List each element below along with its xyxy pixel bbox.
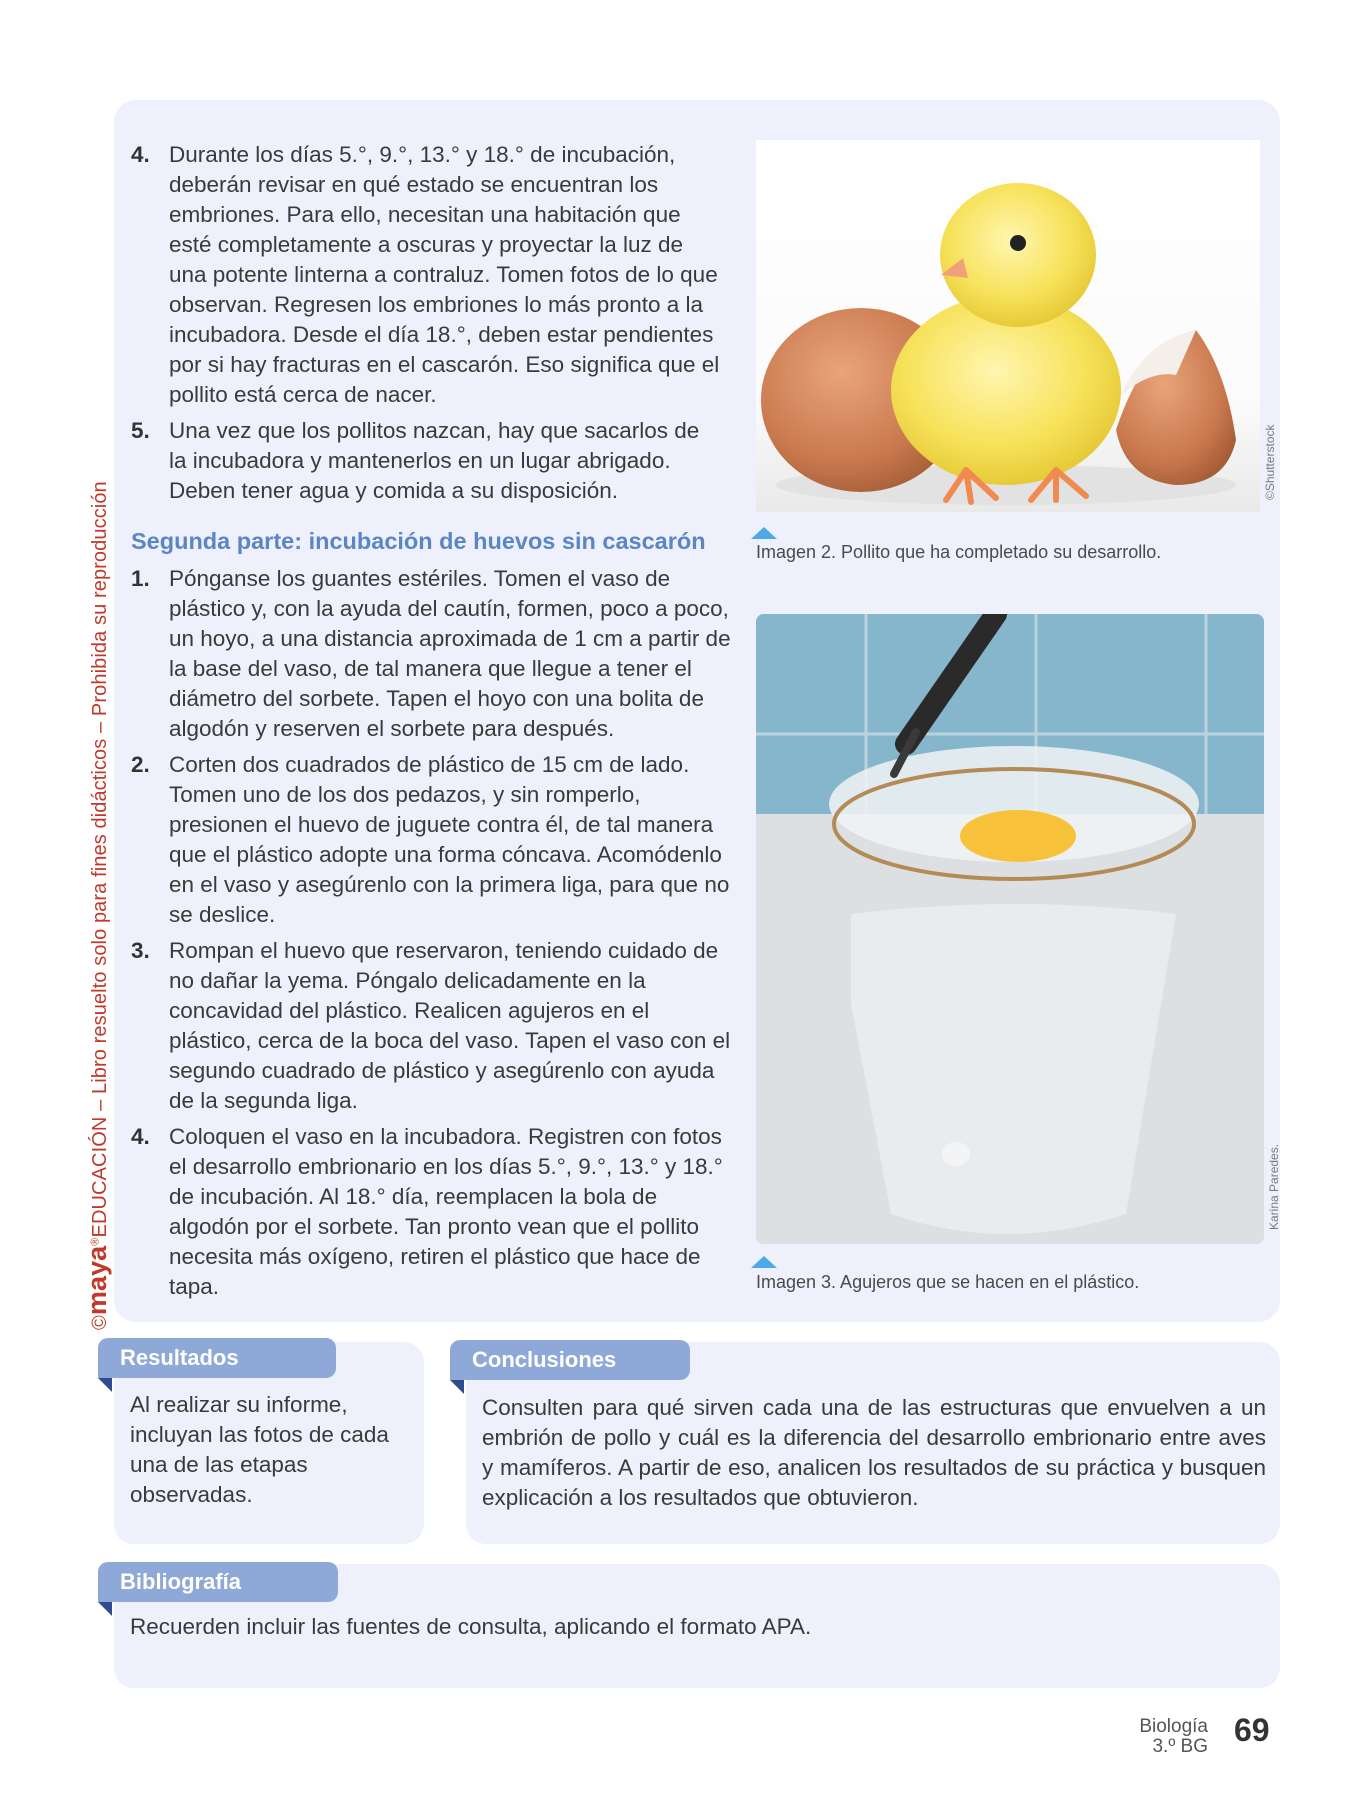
- cup-photo: [756, 614, 1264, 1244]
- chick-photo-credit: ©Shutterstock: [1263, 424, 1277, 500]
- bibliografia-text: Recuerden incluir las fuentes de consulta, aplicando el formato APA.: [130, 1614, 812, 1639]
- tab-fold: [450, 1380, 464, 1394]
- chick-illustration: [756, 140, 1260, 512]
- registered-symbol: ®: [89, 1237, 102, 1246]
- tab-fold: [98, 1602, 112, 1616]
- bibliografia-title: Bibliografía: [98, 1562, 338, 1602]
- chick-photo: [756, 140, 1260, 512]
- footer-subject: [1139, 1717, 1208, 1757]
- second-part-steps: [131, 564, 731, 1308]
- copyright-sidebar: [82, 481, 118, 1330]
- brand-logo: maya: [82, 1245, 112, 1316]
- conclusiones-title: Conclusiones: [450, 1340, 690, 1380]
- cup-photo-caption: Imagen 3. Agujeros que se hacen en el plástico.: [756, 1272, 1140, 1292]
- page-number: 69: [1234, 1712, 1270, 1748]
- first-part-steps: [131, 140, 721, 512]
- cup-photo-credit: Karina Paredes.: [1267, 1143, 1281, 1230]
- footer-grade: 3.º BG: [1152, 1736, 1208, 1757]
- caption-triangle-icon: [751, 1256, 777, 1268]
- resultados-text: Al realizar su informe, incluyan las fotos de cada una de las etapas observadas.: [130, 1392, 389, 1507]
- footer-subject-name: Biología: [1139, 1716, 1208, 1737]
- list-item: 4. Durante los días 5.°, 9.°, 13.° y 18.° de incubación, deberán revisar en qué estado se encuentran los embriones. Para ello, necesitan una habitación que esté completamente a oscuras y proyectar la luz de una potente linterna a contraluz. Tomen fotos de lo que observan. Regresen los embriones lo más pronto a la incubadora. Desde el día 18.°, deben estar pendientes por si hay fracturas en el cascarón. Eso significa que el pollito está cerca de nacer.: [131, 142, 720, 407]
- section-title: Segunda parte: incubación de huevos sin cascarón: [131, 528, 706, 554]
- chick-photo-caption: Imagen 2. Pollito que ha completado su desarrollo.: [756, 542, 1162, 562]
- list-item: 2. Corten dos cuadrados de plástico de 15 cm de lado. Tomen uno de los dos pedazos, y sin romperlo, presionen el huevo de juguete contra él, de tal manera que el plástico adopte una forma cóncava. Acomódenlo en el vaso y asegúrenlo con la primera liga, para que no se deslice.: [131, 752, 730, 927]
- list-item: 1. Pónganse los guantes estériles. Tomen el vaso de plástico y, con la ayuda del cautín, formen, poco a poco, un hoyo, a una distancia aproximada de 1 cm a partir de la base del vaso, de tal manera que llegue a tener el diámetro del sorbete. Tapen el hoyo con una bolita de algodón y reserven el sorbete para después.: [131, 566, 731, 741]
- resultados-title: Resultados: [98, 1338, 336, 1378]
- list-item: 4. Coloquen el vaso en la incubadora. Registren con fotos el desarrollo embrionario en los días 5.°, 9.°, 13.° y 18.° de incubación. Al 18.° día, reemplacen la bola de algodón por el sorbete. Tan pronto vean que el pollito necesita más oxígeno, retiren el plástico que hace de tapa.: [131, 1124, 723, 1299]
- list-item: 5. Una vez que los pollitos nazcan, hay que sacarlos de la incubadora y mantenerlos en un lugar abrigado. Deben tener agua y comida a su disposición.: [131, 418, 700, 503]
- copyright-symbol: ©: [89, 1315, 111, 1330]
- conclusiones-text: Consulten para qué sirven cada una de las estructuras que envuelven a un embrión de pollo y cuál es la diferencia del desarrollo embrionario entre aves y mamíferos. A partir de eso, analicen los resultados de su práctica y busquen explicación a los resultados que obtuvieron.: [482, 1395, 1266, 1510]
- list-item: 3. Rompan el huevo que reservaron, teniendo cuidado de no dañar la yema. Póngalo delicadamente en la concavidad del plástico. Realicen agujeros en el plástico, cerca de la boca del vaso. Tapen el vaso con el segundo cuadrado de plástico y asegúrenlo con ayuda de la segunda liga.: [131, 938, 731, 1113]
- caption-triangle-icon: [751, 527, 777, 539]
- tab-fold: [98, 1378, 112, 1392]
- copyright-text: EDUCACIÓN – Libro resuelto solo para fines didácticos – Prohibida su reproducción: [89, 481, 111, 1238]
- cup-illustration: [756, 614, 1264, 1244]
